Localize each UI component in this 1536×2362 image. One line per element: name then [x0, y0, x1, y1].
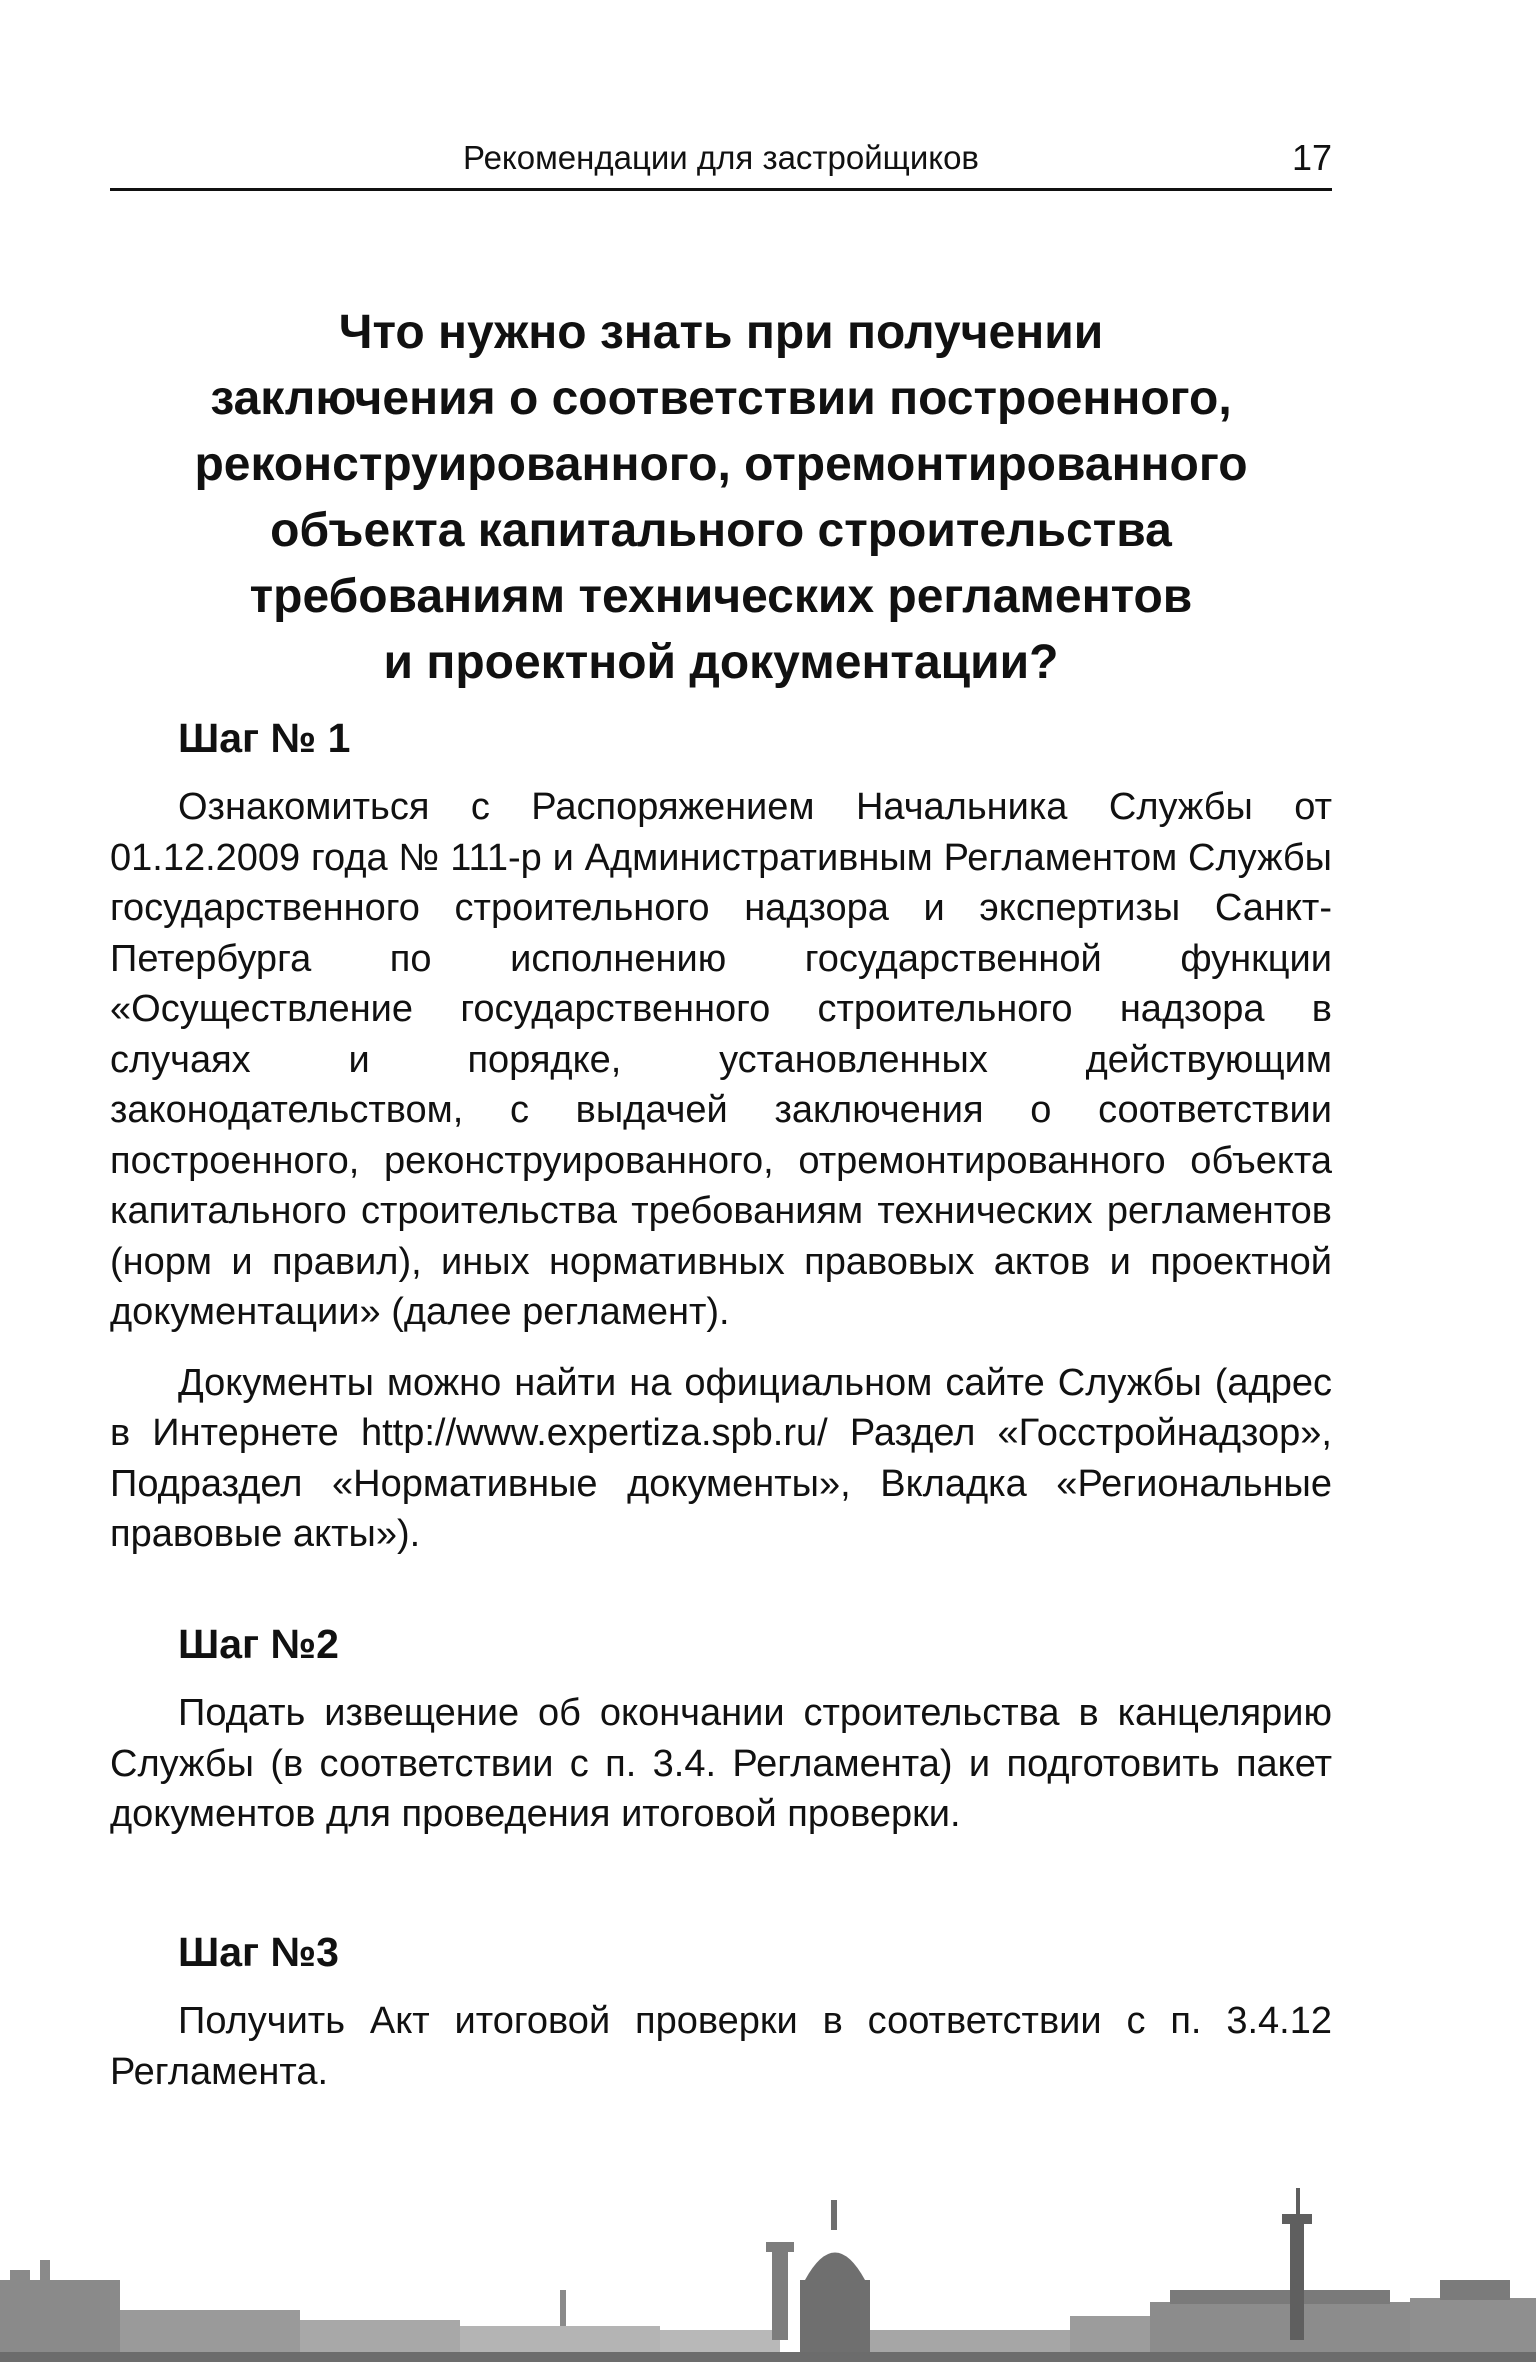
title-line: реконструированного, отремонтированного: [194, 438, 1248, 491]
step-3-paragraph: Получить Акт итоговой проверки в соответствии с п. 3.4.12 Регламента.: [110, 2000, 1332, 2093]
title-line: Что нужно знать при получении: [338, 306, 1104, 359]
title-line: заключения о соответствии построенного,: [210, 372, 1232, 425]
step-1-title: Шаг № 1: [178, 715, 351, 761]
running-title: Рекомендации для застройщиков: [463, 139, 979, 176]
title-line: требованиям технических регламентов: [249, 570, 1193, 623]
page-number: 17: [1291, 137, 1332, 178]
step-1-documents-paragraph: Документы можно найти на официальном сайте Службы (адрес в Интернете http://www.expertiza.spb.ru/ Раздел «Госстройнадзор», Подраздел «Нормативные документы», Вкладка «Региональные правовые акты»).: [110, 1361, 1332, 1555]
running-header: [110, 136, 1332, 191]
step-1-paragraph: Ознакомиться с Распоряжением Начальника Службы от 01.12.2009 года № 111-р и Административным Регламентом Службы государственного строительного надзора и экспертизы Санкт-Петербурга по исполнению государственной функции «Осуществление государственного строительного надзора в случаях и порядке, установленных действующим законодательством, с выдачей заключения о соответствии построенного, реконструированного, отремонтированного объекта капитального строительства требованиям технических регламентов (норм и правил), иных нормативных правовых актов и проектной документации» (далее регламент).: [110, 786, 1332, 1333]
step-2-title: Шаг №2: [178, 1621, 339, 1667]
city-skyline-illustration: [0, 2130, 1536, 2362]
step-1-section: [110, 712, 1332, 1560]
title-line: и проектной документации?: [383, 636, 1059, 689]
step-2-paragraph: Подать извещение об окончании строительства в канцелярию Службы (в соответствии с п. 3.4. Регламента) и подготовить пакет документов для проведения итоговой проверки.: [110, 1692, 1332, 1835]
step-3-title: Шаг №3: [178, 1929, 339, 1975]
step-3-section: [110, 1926, 1332, 2097]
step-2-section: [110, 1618, 1332, 1840]
page-title: [110, 300, 1332, 696]
title-line: объекта капитального строительства: [270, 504, 1172, 557]
